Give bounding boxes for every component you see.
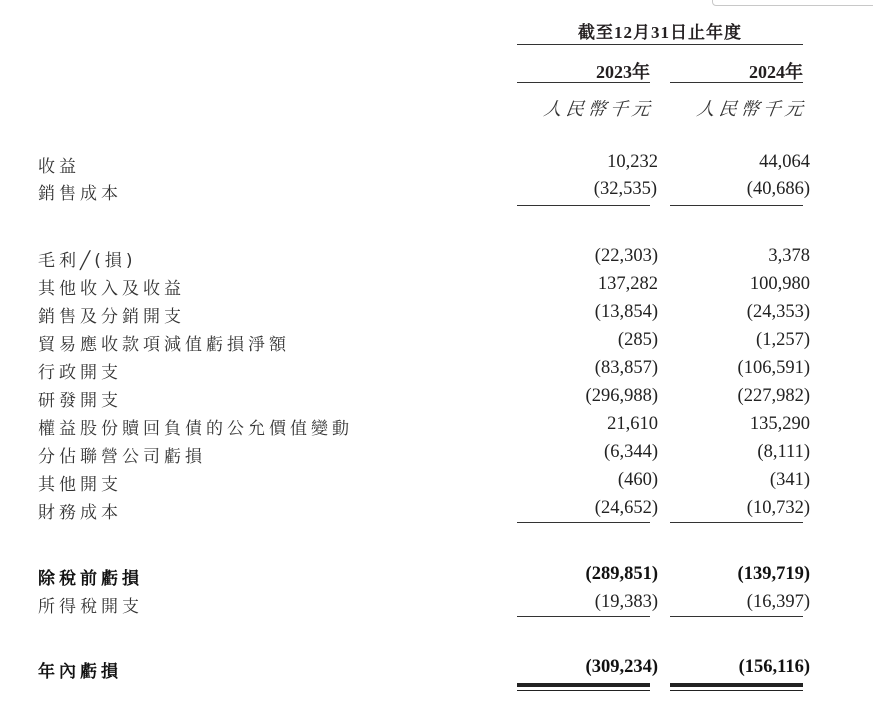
row-value-2024: (10,732) xyxy=(746,498,810,518)
header-rule xyxy=(517,44,803,45)
row-value-2024: (8,111) xyxy=(757,442,810,462)
row-value-2024: (24,353) xyxy=(746,302,810,322)
subtotal-rule-2023 xyxy=(517,616,650,617)
row-value-2024: (139,719) xyxy=(737,564,810,584)
subtotal-rule-2024 xyxy=(670,205,803,206)
row-label: 銷售及分銷開支 xyxy=(38,307,185,327)
total-double-rule-2023 xyxy=(517,683,650,687)
row-value-2023: (22,303) xyxy=(594,246,658,266)
row-value-2023: 10,232 xyxy=(607,152,658,172)
row-label: 研發開支 xyxy=(38,391,122,411)
row-value-2023: (32,535) xyxy=(593,179,657,199)
row-value-2023: 21,610 xyxy=(607,414,658,434)
row-label: 權益股份贖回負債的公允價值變動 xyxy=(38,419,353,439)
year-rule-2023 xyxy=(517,82,650,83)
row-value-2024: (40,686) xyxy=(746,179,810,199)
row-value-2023: (309,234) xyxy=(585,657,658,677)
row-label: 年內虧損 xyxy=(38,662,122,682)
row-value-2024: (106,591) xyxy=(737,358,810,378)
row-label: 其他開支 xyxy=(38,475,122,495)
row-value-2024: (1,257) xyxy=(756,330,810,350)
row-value-2024: 3,378 xyxy=(768,246,810,266)
row-label: 銷售成本 xyxy=(38,184,122,204)
total-double-rule-2024-thin xyxy=(670,690,803,691)
unit-header-2024: 人民幣千元 xyxy=(695,99,809,120)
unit-header-2023: 人民幣千元 xyxy=(542,99,656,120)
row-value-2024: 135,290 xyxy=(749,414,810,434)
row-value-2023: (6,344) xyxy=(604,442,658,462)
row-label: 除稅前虧損 xyxy=(38,569,143,589)
row-label: 收益 xyxy=(38,157,80,177)
row-value-2023: (460) xyxy=(617,470,658,490)
subtotal-rule-2023 xyxy=(517,522,650,523)
row-value-2024: (341) xyxy=(769,470,810,490)
row-value-2023: (13,854) xyxy=(594,302,658,322)
total-double-rule-2023-thin xyxy=(517,690,650,691)
row-value-2024: 100,980 xyxy=(749,274,810,294)
row-label: 分佔聯營公司虧損 xyxy=(38,447,206,467)
subtotal-rule-2024 xyxy=(670,522,803,523)
row-label: 毛利╱(損) xyxy=(38,251,137,271)
year-header-2024: 2024年 xyxy=(749,62,803,82)
row-value-2023: 137,282 xyxy=(597,274,658,294)
subtotal-rule-2023 xyxy=(517,205,650,206)
row-value-2024: (227,982) xyxy=(737,386,810,406)
row-value-2023: (83,857) xyxy=(594,358,658,378)
row-value-2023: (24,652) xyxy=(594,498,658,518)
year-header-2023: 2023年 xyxy=(596,62,650,82)
row-value-2024: 44,064 xyxy=(759,152,810,172)
row-label: 貿易應收款項減值虧損淨額 xyxy=(38,335,290,355)
period-header: 截至12月31日止年度 xyxy=(578,23,742,42)
row-label: 所得稅開支 xyxy=(38,597,143,617)
row-value-2023: (296,988) xyxy=(585,386,658,406)
row-value-2024: (16,397) xyxy=(746,592,810,612)
corner-frame xyxy=(712,0,873,6)
row-value-2023: (285) xyxy=(617,330,658,350)
row-label: 其他收入及收益 xyxy=(38,279,185,299)
total-double-rule-2024 xyxy=(670,683,803,687)
row-value-2023: (289,851) xyxy=(585,564,658,584)
row-value-2023: (19,383) xyxy=(594,592,658,612)
subtotal-rule-2024 xyxy=(670,616,803,617)
year-rule-2024 xyxy=(670,82,803,83)
row-value-2024: (156,116) xyxy=(738,657,810,677)
row-label: 行政開支 xyxy=(38,363,122,383)
row-label: 財務成本 xyxy=(38,503,122,523)
